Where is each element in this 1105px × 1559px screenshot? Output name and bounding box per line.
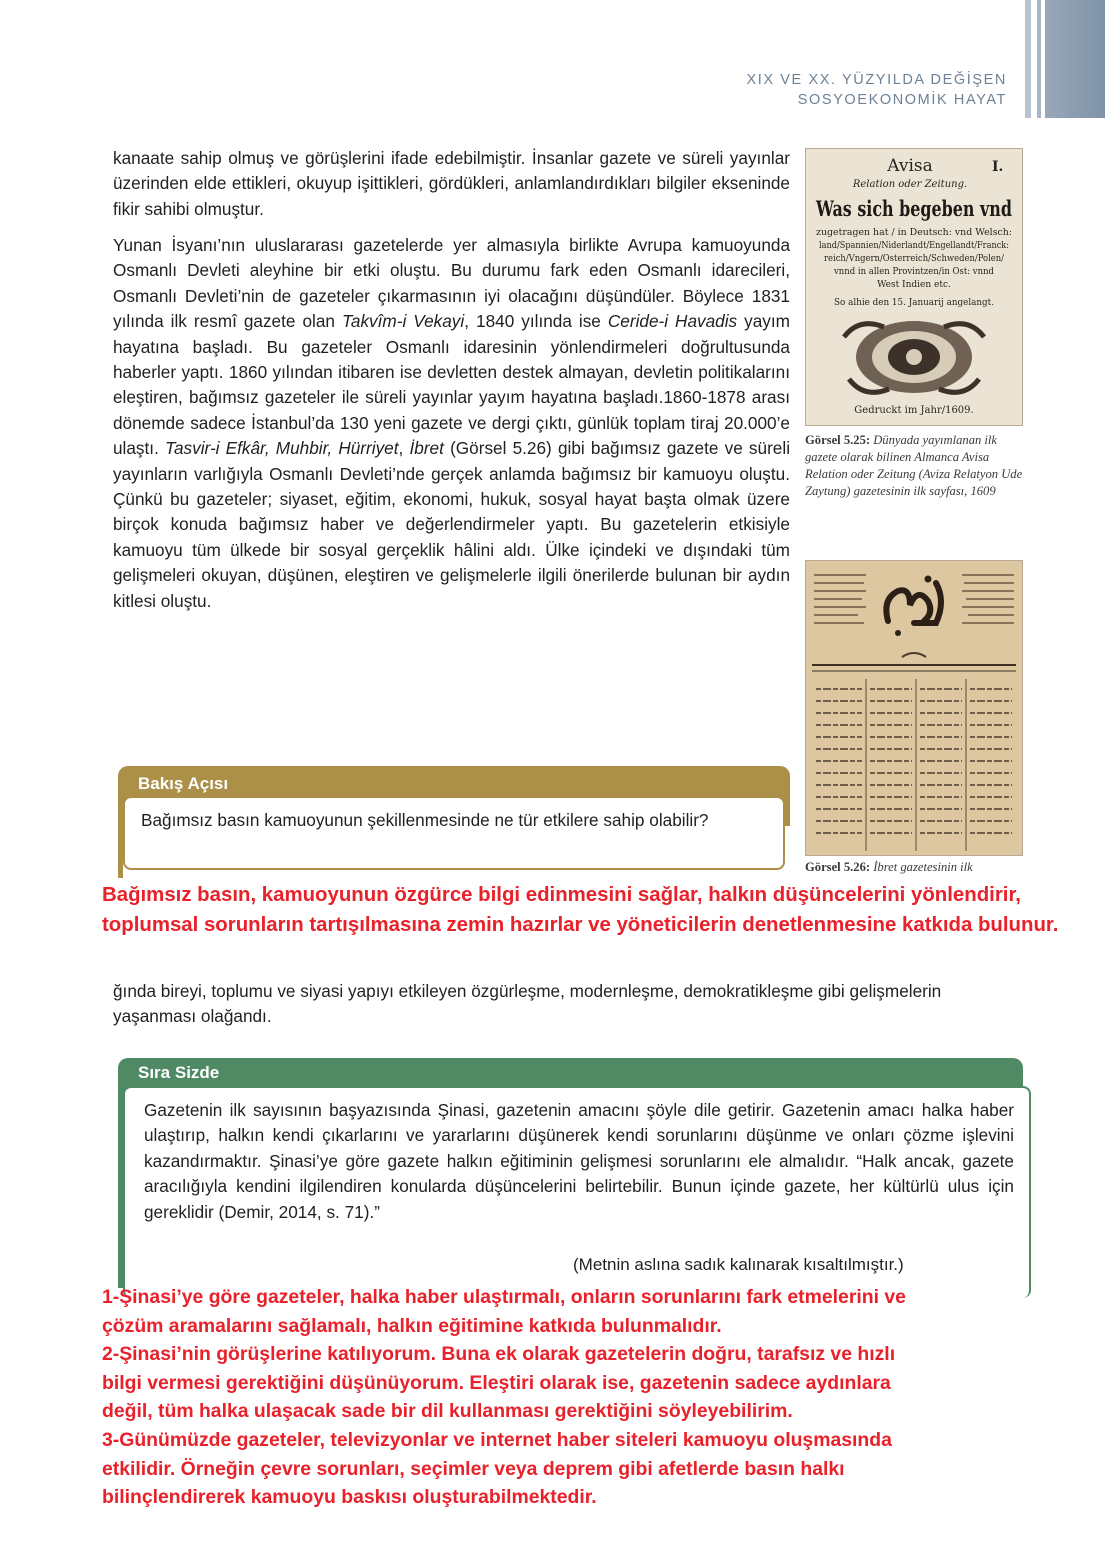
avisa-date-line: So alhie den 15. Januarij angelangt. <box>834 298 995 308</box>
bakis-acisi-label: Bakış Açısı <box>138 774 229 793</box>
answer-2-line: değil, tüm halka ulaşacak sade bir dil kullanması gerektiğini söyleyebilirim. <box>102 1400 793 1423</box>
answer-2-line: 3-Günümüzde gazeteler, televizyonlar ve internet haber siteleri kamuoyu oluşmasında <box>102 1428 892 1451</box>
paragraph-1: kanaate sahip olmuş ve görüşlerini ifade edebilmiştir. İnsanlar gazete ve süreli yayınlar üzerinden elde ettikleri, okuyup işittikleri, gördükleri, anlamlandırdıkları bilgiler ekseninde fikir sahibi olmuştur. <box>113 148 790 219</box>
avisa-page-number: I. <box>992 159 1004 175</box>
chapter-header <box>746 70 1007 110</box>
sira-sizde-label: Sıra Sizde <box>138 1063 220 1082</box>
paragraph-3: ğında bireyi, toplumu ve siyasi yapıyı etkileyen özgürleşme, modernleşme, demokratikleşme gibi gelişmelerin yaşanması olağandı. <box>113 981 942 1027</box>
answer-2-line: etkilidir. Örneğin çevre sorunları, seçimler veya deprem gibi afetlerde basın halkı <box>102 1457 845 1480</box>
newspaper-names: Tasvir-i Efkâr, Muhbir, Hürriyet <box>165 438 399 459</box>
takvim-i-vekayi: Takvîm-i Vekayi <box>341 311 465 332</box>
avisa-headline: Was sich begeben vnd <box>815 196 1013 221</box>
chapter-header-line2: SOSYOEKONOMİK HAYAT <box>797 92 1007 108</box>
avisa-line-3: reich/Vngern/Osterreich/Schweden/Polen/ <box>824 254 1005 264</box>
answer-1: Bağımsız basın, kamuoyunun özgürce bilgi edinmesini sağlar, halkın düşüncelerini yönlendirir, toplumsal sorunların tartışılmasına zemin hazırlar ve yöneticilerin denetlenmesine katkıda bulunur. <box>102 884 1059 936</box>
bakis-acisi-box <box>123 796 785 870</box>
ibret-name: İbret <box>409 438 444 459</box>
paragraph-2: Yunan İsyanı’nın uluslararası gazetelerde yer almasıyla birlikte Avrupa kamuoyunda Osmanlı Devleti aleyhine bir etki oluştu. Bu durumu fark eden Osmanlı idarecileri, Osmanlı Devleti’nin de gazeteler çıkarmasının iyi olacağını düşündüler. Böylece 1831 yılında ilk resmî gazete olan Takvîm-i Vekayi, 1840 yılında ise Ceride-i Havadis yayım hayatına başladı. Bu gazeteler Osmanlı idaresinin yönlendirmeleri doğrultusunda haberler yaptı. 1860 yılından itibaren ise devletten destek almayan, devletin politikalarını eleştiren, bağımsız gazeteler ile süreli yayınlar yayım hayatına başladı.1860-1878 arası dönemde sadece İstanbul’da 130 yeni gazete ve dergi çıktı, günlük toplam tiraj 20.000’e ulaştı. Tasvir-i Efkâr, Muhbir, Hürriyet, İbret (Görsel 5.26) gibi bağımsız gazete ve süreli yayınların varlığıyla Osmanlı Devleti’nde gerçek anlamda bağımsız bir kamuoyu oluştu. Çünkü bu gazeteler; siyaset, eğitim, ekonomi, hukuk, sosyal hayat başta olmak üzere birçok konuda bağımsız haber ve değerlendirmeler yaptı. Bu gazetelerin etkisiyle kamuoyu tüm ülkede bir sosyal gerçeklik hâlini aldı. Ülke içindeki ve dışındaki tüm gelişmeleri okuyan, düşünen, eleştiren ve gelişmelerle ilgili önerilerde bulunan bir aydın kitlesi oluştu. <box>113 235 791 611</box>
avisa-line-5: West Indien etc. <box>877 280 951 290</box>
avisa-newspaper-image <box>805 148 1023 426</box>
chapter-header-line1: XIX VE XX. YÜZYILDA DEĞİŞEN <box>746 72 1007 88</box>
figure-5-25-caption: Görsel 5.25: Dünyada yayımlanan ilk gazete olarak bilinen Almanca Avisa Relation oder Zeitung (Aviza Relatyon Ude Zaytung) gazetesinin ilk sayfası, 1609 <box>805 433 1023 498</box>
sira-sizde-text: Gazetenin ilk sayısının başyazısında Şinasi, gazetenin amacını şöyle dile getirir. Gazetenin amacı halka haber ulaştırıp, halkın kendi çıkarlarını ve yararlarını düşünerek kendi sorunlarını düşünme ve onları çözme işlevini kazandırmaktır. Şinasi’ye göre gazete halkın eğitiminin gelişmesi sorunlarını ele almalıdır. “Halk ancak, gazete aracılığıyla kendini ilgilendiren konularda düşüncelerini belirtebilir. Bunun içinde gazete, her kültürlü ulus için gereklidir (Demir, 2014, s. 71).” <box>144 1100 1014 1222</box>
ibret-page-drawing <box>806 561 1022 855</box>
avisa-line-2: land/Spannien/Niderlandt/Engellandt/Franck: <box>819 241 1009 251</box>
sira-sizde-note: (Metnin aslına sadık kalınarak kısaltılmıştır.) <box>573 1255 904 1274</box>
answer-2-line: 2-Şinasi’nin görüşlerine katılıyorum. Buna ek olarak gazetelerin doğru, tarafsız ve hızlı <box>102 1343 896 1366</box>
answer-2-line: bilinçlendirerek kamuoyu baskısı oluşturabilmektedir. <box>102 1486 597 1509</box>
figure-5-26-caption: Görsel 5.26: İbret gazetesinin ilk <box>805 860 973 874</box>
answer-2-line: bilgi vermesi gerektiğini düşünüyorum. Eleştiri olarak ise, gazetenin sadece aydınlara <box>102 1371 891 1394</box>
avisa-line-1: zugetragen hat / in Deutsch: vnd Welsch: <box>816 228 1012 238</box>
avisa-page-drawing <box>806 149 1022 425</box>
bakis-acisi-question: Bağımsız basın kamuoyunun şekillenmesinde ne tür etkilere sahip olabilir? <box>141 810 709 830</box>
corner-decoration <box>1025 0 1105 118</box>
bakis-acisi-edge <box>118 826 123 878</box>
avisa-subtitle: Relation oder Zeitung. <box>852 179 968 190</box>
avisa-line-4: vnnd in allen Provintzen/in Ost: vnnd <box>833 267 995 277</box>
ceride-i-havadis: Ceride-i Havadis <box>607 311 738 332</box>
avisa-title: Avisa <box>887 156 933 176</box>
answer-2-line: 1-Şinasi’ye göre gazeteler, halka haber ulaştırmalı, onların sorunlarını fark etmelerini ve <box>102 1286 906 1308</box>
avisa-footer: Gedruckt im Jahr/1609. <box>854 405 974 416</box>
ibret-newspaper-image <box>805 560 1023 856</box>
answer-2 <box>102 1283 1092 1512</box>
answer-2-line: çözüm aramalarını sağlamalı, halkın eğitimine katkıda bulunmalıdır. <box>102 1314 722 1337</box>
